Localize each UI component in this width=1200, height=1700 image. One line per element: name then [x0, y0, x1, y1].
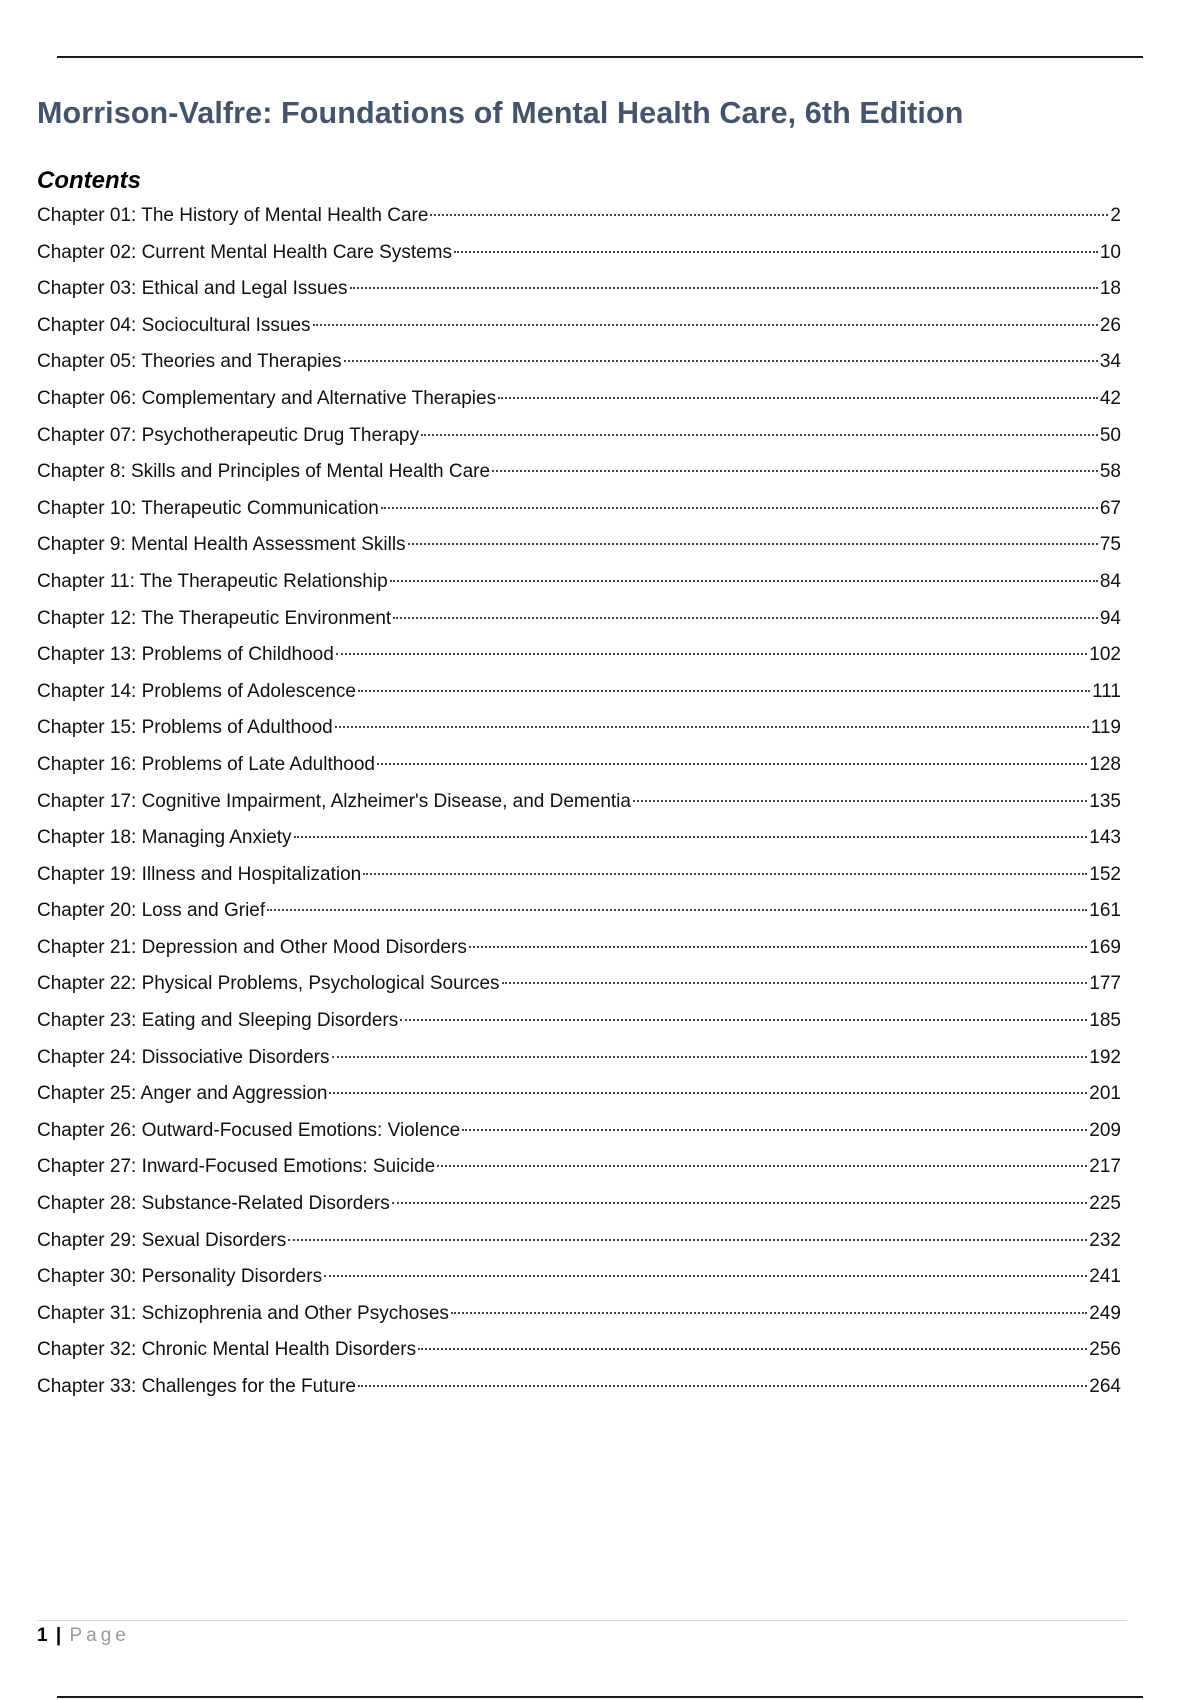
toc-entry-title[interactable]: Chapter 16: Problems of Late Adulthood	[37, 753, 376, 775]
bottom-rule	[57, 1696, 1143, 1698]
toc-dot-leader	[288, 1239, 1087, 1241]
toc-entry-title[interactable]: Chapter 22: Physical Problems, Psychological Sources	[37, 973, 500, 995]
toc-entry-title[interactable]: Chapter 02: Current Mental Health Care Systems	[37, 241, 453, 263]
toc-entry[interactable]	[37, 527, 1121, 564]
toc-entry[interactable]	[37, 710, 1121, 747]
toc-entry[interactable]	[37, 1003, 1121, 1040]
toc-entry[interactable]	[37, 454, 1121, 491]
toc-entry[interactable]	[37, 784, 1121, 821]
toc-entry-page[interactable]: 119	[1090, 717, 1121, 739]
toc-entry-page[interactable]: 241	[1089, 1266, 1121, 1288]
toc-entry[interactable]	[37, 857, 1121, 894]
page-label: Page	[69, 1625, 130, 1646]
toc-dot-leader	[332, 1056, 1088, 1058]
toc-entry-title[interactable]: Chapter 9: Mental Health Assessment Skills	[37, 534, 406, 556]
toc-entry[interactable]	[37, 1369, 1121, 1406]
toc-entry-page[interactable]: 75	[1099, 534, 1121, 556]
toc-entry[interactable]	[37, 198, 1121, 235]
toc-entry-page[interactable]: 143	[1089, 827, 1121, 849]
toc-dot-leader	[400, 1019, 1087, 1021]
toc-dot-leader	[392, 1202, 1088, 1204]
toc-entry[interactable]	[37, 564, 1121, 601]
toc-entry-page[interactable]: 50	[1099, 424, 1121, 446]
toc-entry-page[interactable]: 94	[1099, 607, 1121, 629]
toc-entry-title[interactable]: Chapter 8: Skills and Principles of Mental Health Care	[37, 461, 491, 483]
toc-entry-title[interactable]: Chapter 28: Substance-Related Disorders	[37, 1193, 390, 1215]
toc-entry[interactable]	[37, 235, 1121, 272]
footer-divider	[37, 1620, 1127, 1621]
toc-dot-leader	[358, 1385, 1087, 1387]
toc-entry-title[interactable]: Chapter 20: Loss and Grief	[37, 900, 266, 922]
toc-entry[interactable]	[37, 930, 1121, 967]
table-of-contents	[37, 198, 1121, 1406]
toc-entry-title[interactable]: Chapter 15: Problems of Adulthood	[37, 717, 333, 739]
toc-entry-page[interactable]: 67	[1099, 497, 1121, 519]
toc-entry-page[interactable]: 42	[1099, 387, 1121, 409]
toc-entry-title[interactable]: Chapter 05: Theories and Therapies	[37, 351, 342, 373]
toc-entry-title[interactable]: Chapter 19: Illness and Hospitalization	[37, 863, 362, 885]
page-separator: |	[55, 1625, 62, 1646]
toc-entry[interactable]	[37, 674, 1121, 711]
page-footer	[37, 1625, 130, 1647]
toc-entry[interactable]	[37, 637, 1121, 674]
toc-entry-page[interactable]: 185	[1089, 1010, 1121, 1032]
toc-entry-page[interactable]: 169	[1089, 936, 1121, 958]
toc-entry[interactable]	[37, 1332, 1121, 1369]
toc-entry-page[interactable]: 26	[1099, 314, 1121, 336]
toc-dot-leader	[451, 1312, 1087, 1314]
toc-dot-leader	[335, 726, 1089, 728]
toc-entry[interactable]	[37, 1223, 1121, 1260]
toc-dot-leader	[358, 690, 1090, 692]
toc-entry-page[interactable]: 217	[1089, 1156, 1121, 1178]
toc-dot-leader	[324, 1275, 1087, 1277]
toc-dot-leader	[421, 434, 1098, 436]
toc-entry-title[interactable]: Chapter 27: Inward-Focused Emotions: Suicide	[37, 1156, 436, 1178]
toc-entry-title[interactable]: Chapter 24: Dissociative Disorders	[37, 1046, 330, 1068]
toc-entry[interactable]	[37, 1186, 1121, 1223]
toc-dot-leader	[469, 946, 1087, 948]
toc-dot-leader	[502, 982, 1088, 984]
toc-entry-title[interactable]: Chapter 03: Ethical and Legal Issues	[37, 278, 348, 300]
page-number: 1	[37, 1625, 48, 1646]
document-title: Morrison-Valfre: Foundations of Mental Health Care, 6th Edition	[37, 96, 964, 130]
toc-dot-leader	[350, 287, 1098, 289]
toc-entry-page[interactable]: 102	[1089, 644, 1121, 666]
toc-entry-page[interactable]: 18	[1099, 278, 1121, 300]
toc-entry[interactable]	[37, 601, 1121, 638]
toc-dot-leader	[377, 763, 1087, 765]
toc-entry[interactable]	[37, 1040, 1121, 1077]
toc-dot-leader	[633, 800, 1087, 802]
toc-entry-page[interactable]: 84	[1099, 570, 1121, 592]
toc-entry-title[interactable]: Chapter 07: Psychotherapeutic Drug Therapy	[37, 424, 419, 446]
toc-dot-leader	[418, 1348, 1087, 1350]
toc-entry[interactable]	[37, 1296, 1121, 1333]
toc-entry[interactable]	[37, 1113, 1121, 1150]
toc-entry[interactable]	[37, 1076, 1121, 1113]
toc-entry[interactable]	[37, 747, 1121, 784]
toc-entry-page[interactable]: 256	[1089, 1339, 1121, 1361]
toc-entry-title[interactable]: Chapter 17: Cognitive Impairment, Alzheimer's Disease, and Dementia	[37, 790, 631, 812]
toc-entry-page[interactable]: 10	[1099, 241, 1121, 263]
toc-entry-page[interactable]: 264	[1089, 1376, 1121, 1397]
toc-entry-page[interactable]: 152	[1089, 863, 1121, 885]
toc-dot-leader	[454, 251, 1098, 253]
toc-entry-page[interactable]: 58	[1099, 461, 1121, 483]
toc-entry[interactable]	[37, 344, 1121, 381]
toc-entry-title[interactable]: Chapter 25: Anger and Aggression	[37, 1083, 328, 1105]
toc-entry-page[interactable]: 249	[1089, 1302, 1121, 1324]
toc-entry-page[interactable]: 135	[1089, 790, 1121, 812]
toc-entry-page[interactable]: 177	[1089, 973, 1121, 995]
toc-entry-title[interactable]: Chapter 30: Personality Disorders	[37, 1266, 323, 1288]
toc-dot-leader	[437, 1165, 1087, 1167]
toc-dot-leader	[336, 653, 1088, 655]
toc-entry-page[interactable]: 111	[1092, 680, 1121, 702]
toc-entry-page[interactable]: 2	[1110, 205, 1121, 226]
toc-entry[interactable]	[37, 1149, 1121, 1186]
top-rule	[57, 56, 1143, 58]
toc-entry-title[interactable]: Chapter 23: Eating and Sleeping Disorders	[37, 1010, 399, 1032]
toc-entry-page[interactable]: 34	[1099, 351, 1121, 373]
toc-dot-leader	[313, 324, 1098, 326]
toc-entry-title[interactable]: Chapter 18: Managing Anxiety	[37, 827, 292, 849]
toc-dot-leader	[294, 836, 1088, 838]
toc-entry[interactable]	[37, 418, 1121, 455]
toc-entry-page[interactable]: 161	[1089, 900, 1121, 922]
toc-dot-leader	[492, 470, 1098, 472]
toc-entry-title[interactable]: Chapter 12: The Therapeutic Environment	[37, 607, 392, 629]
toc-entry-title[interactable]: Chapter 21: Depression and Other Mood Disorders	[37, 936, 467, 958]
toc-entry-title[interactable]: Chapter 32: Chronic Mental Health Disorders	[37, 1339, 417, 1361]
toc-entry-title[interactable]: Chapter 29: Sexual Disorders	[37, 1229, 287, 1251]
toc-dot-leader	[381, 507, 1098, 509]
toc-entry-title[interactable]: Chapter 13: Problems of Childhood	[37, 644, 334, 666]
contents-heading: Contents	[37, 167, 141, 194]
toc-entry-title[interactable]: Chapter 31: Schizophrenia and Other Psychoses	[37, 1302, 449, 1324]
toc-entry-title[interactable]: Chapter 01: The History of Mental Health Care	[37, 205, 429, 226]
toc-entry-title[interactable]: Chapter 14: Problems of Adolescence	[37, 680, 356, 702]
toc-dot-leader	[344, 360, 1098, 362]
toc-entry-page[interactable]: 128	[1089, 753, 1121, 775]
toc-dot-leader	[363, 873, 1087, 875]
toc-dot-leader	[430, 214, 1108, 216]
toc-entry-title[interactable]: Chapter 04: Sociocultural Issues	[37, 314, 311, 336]
toc-dot-leader	[408, 543, 1098, 545]
toc-entry[interactable]	[37, 966, 1121, 1003]
toc-entry-title[interactable]: Chapter 11: The Therapeutic Relationship	[37, 570, 388, 592]
toc-entry[interactable]	[37, 381, 1121, 418]
toc-entry-page[interactable]: 232	[1089, 1229, 1121, 1251]
toc-entry-title[interactable]: Chapter 06: Complementary and Alternative Therapies	[37, 387, 497, 409]
toc-entry[interactable]	[37, 491, 1121, 528]
toc-entry-page[interactable]: 201	[1089, 1083, 1121, 1105]
toc-dot-leader	[498, 397, 1098, 399]
toc-dot-leader	[462, 1129, 1087, 1131]
toc-entry[interactable]	[37, 1259, 1121, 1296]
toc-entry-page[interactable]: 192	[1089, 1046, 1121, 1068]
toc-entry[interactable]	[37, 820, 1121, 857]
toc-dot-leader	[390, 580, 1098, 582]
toc-dot-leader	[329, 1092, 1087, 1094]
toc-entry-page[interactable]: 209	[1089, 1119, 1121, 1141]
toc-entry-page[interactable]: 225	[1089, 1193, 1121, 1215]
toc-entry[interactable]	[37, 893, 1121, 930]
toc-entry[interactable]	[37, 271, 1121, 308]
toc-dot-leader	[267, 909, 1087, 911]
toc-entry-title[interactable]: Chapter 10: Therapeutic Communication	[37, 497, 379, 519]
toc-entry-title[interactable]: Chapter 26: Outward-Focused Emotions: Violence	[37, 1119, 461, 1141]
toc-entry[interactable]	[37, 308, 1121, 345]
toc-entry-title[interactable]: Chapter 33: Challenges for the Future	[37, 1376, 356, 1397]
toc-dot-leader	[393, 617, 1098, 619]
